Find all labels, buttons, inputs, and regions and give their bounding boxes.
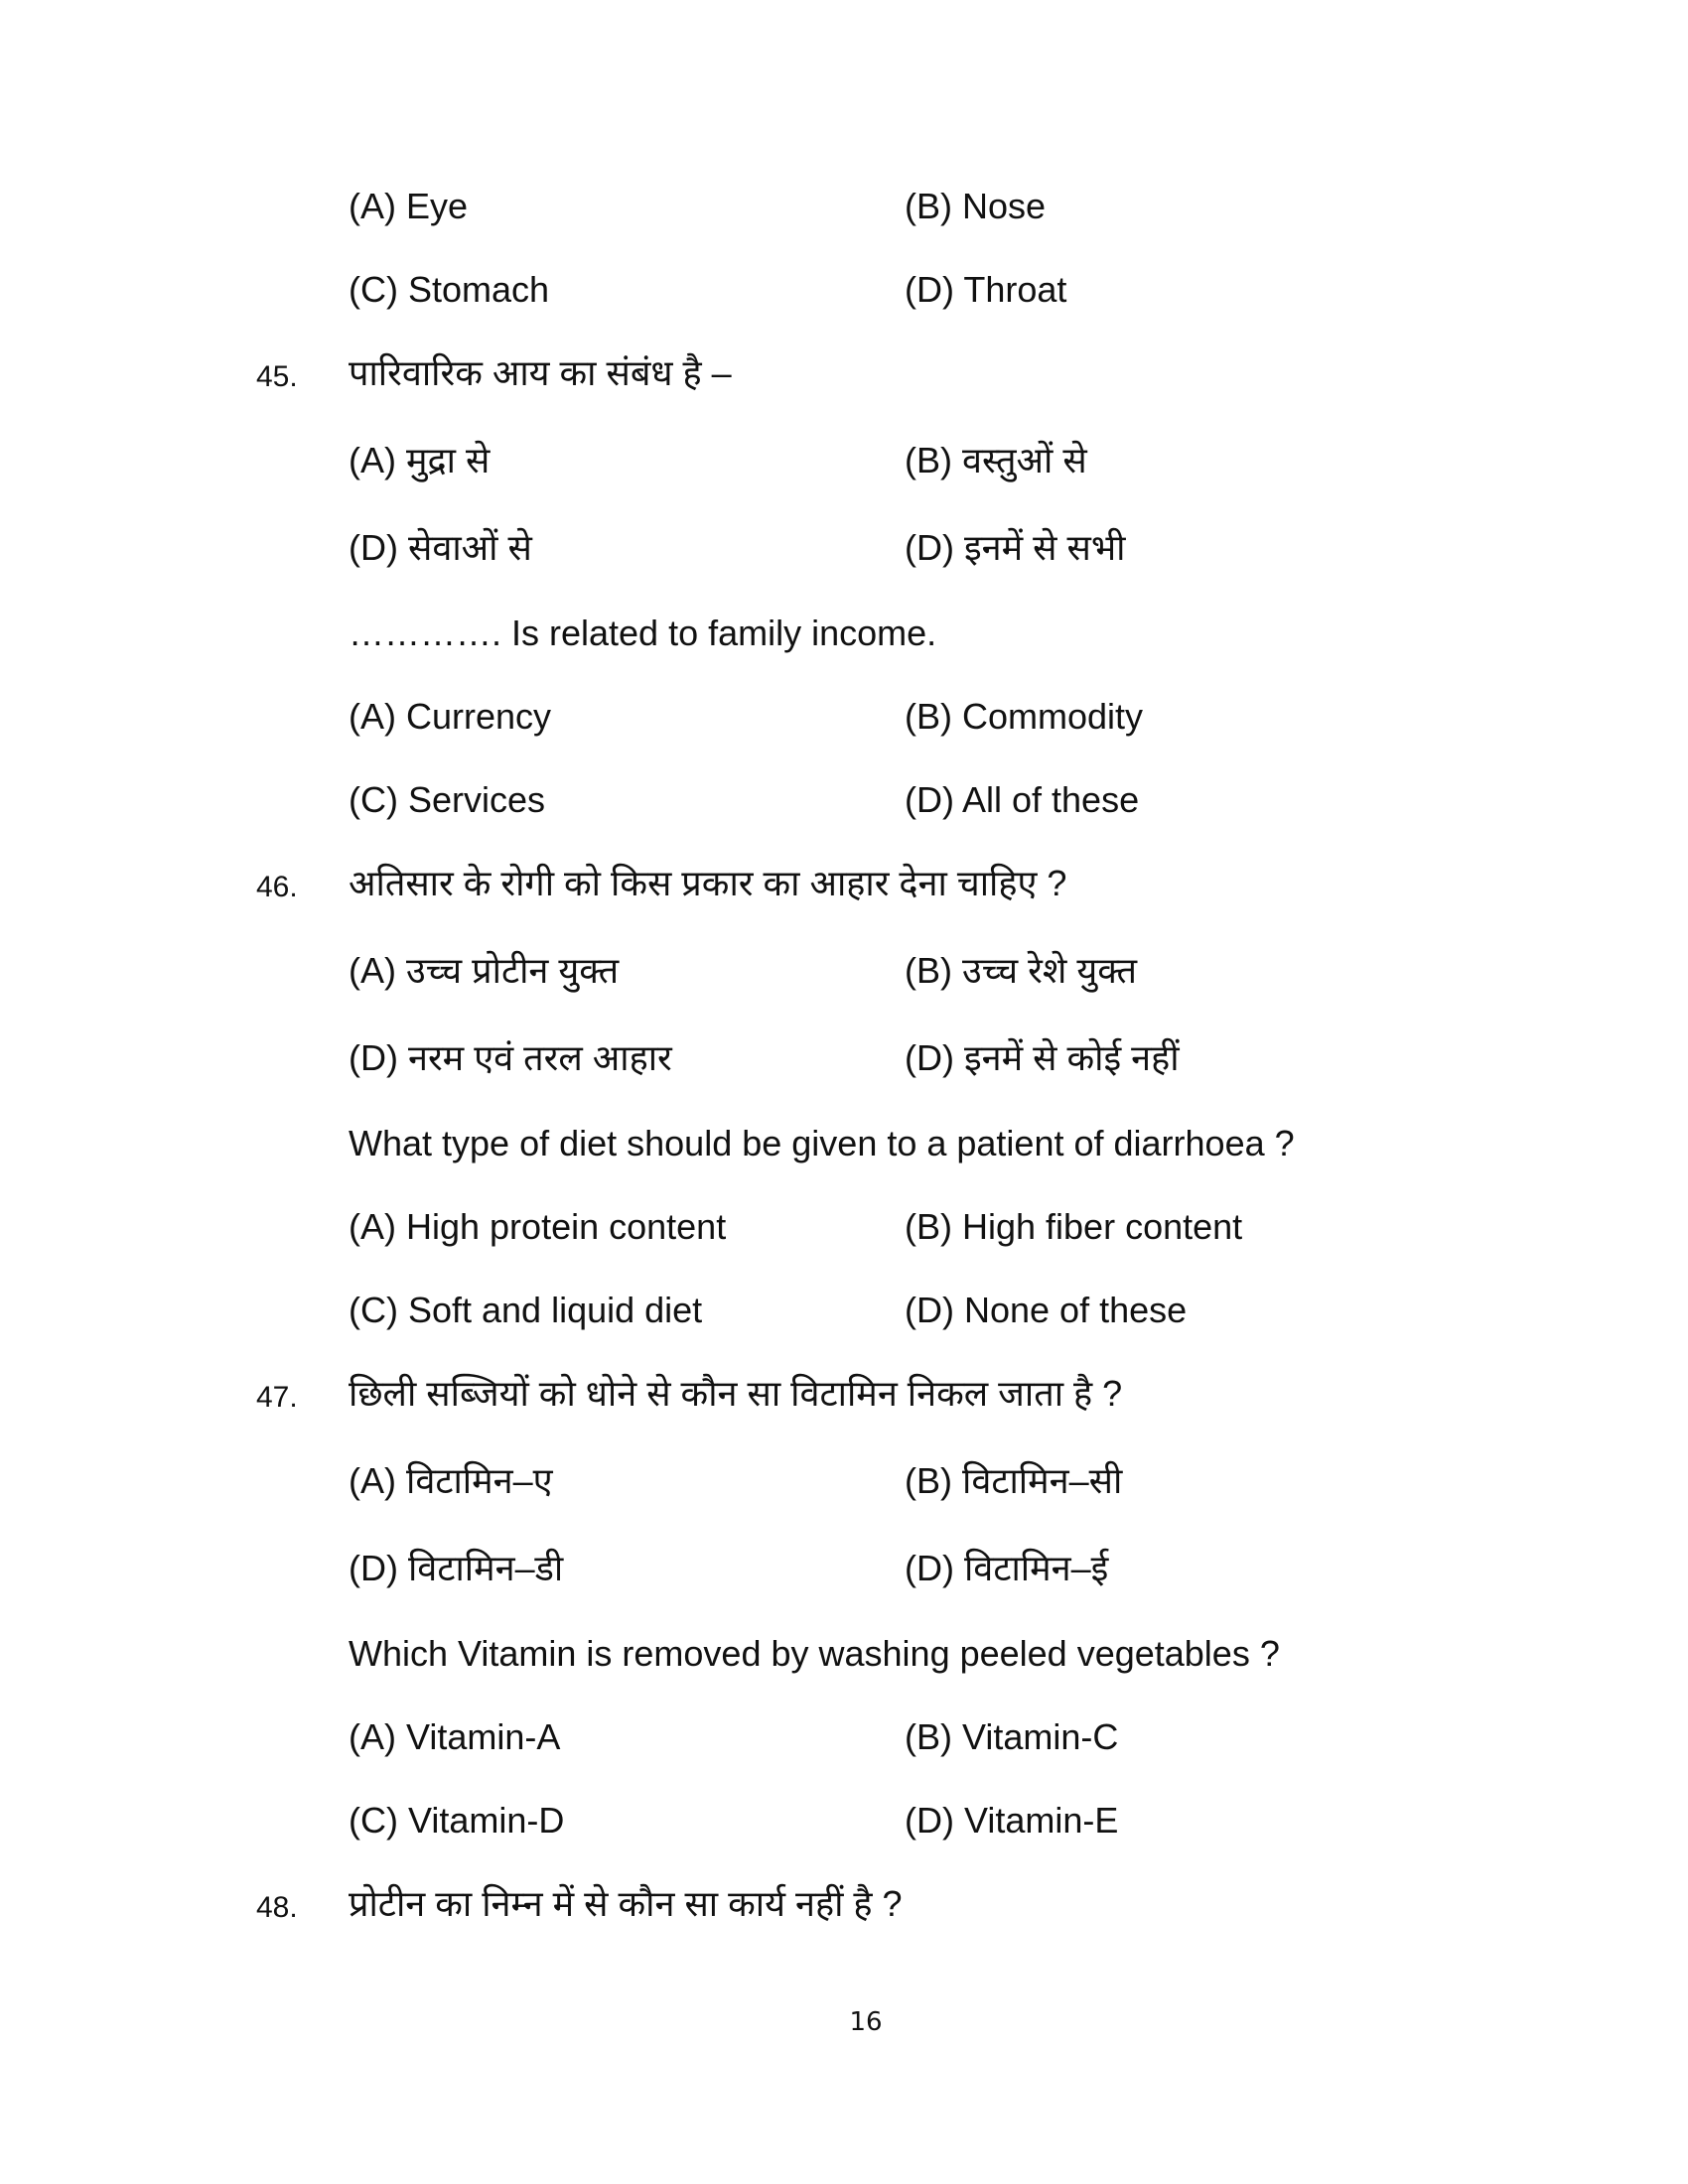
page-number: 16 [849, 2007, 883, 2037]
q45-option-c: (C) Services [349, 779, 546, 820]
q45-hindi-option-c: (D) सेवाओं से [349, 527, 532, 568]
question-number-46: 46. [256, 871, 298, 903]
option-d: (D) Throat [905, 269, 1067, 310]
q47-option-a: (A) Vitamin-A [349, 1716, 561, 1757]
q47-hindi-option-b: (B) विटामिन–सी [905, 1460, 1123, 1501]
q46-option-d: (D) None of these [905, 1290, 1188, 1330]
question-46-hindi: अतिसार के रोगी को किस प्रकार का आहार देना चाहिए ? [349, 863, 1067, 903]
q46-option-c: (C) Soft and liquid diet [349, 1290, 703, 1330]
q45-hindi-option-a: (A) मुद्रा से [349, 440, 491, 480]
question-46-english: What type of diet should be given to a patient of diarrhoea ? [349, 1123, 1295, 1163]
option-a: (A) Eye [349, 186, 469, 226]
q46-hindi-option-a: (A) उच्च प्रोटीन युक्त [349, 950, 620, 991]
q46-hindi-option-b: (B) उच्च रेशे युक्त [905, 950, 1138, 991]
option-b: (B) Nose [905, 186, 1047, 226]
question-number-45: 45. [256, 360, 298, 393]
question-45-english: …………. Is related to family income. [349, 613, 937, 653]
q47-hindi-option-d: (D) विटामिन–ई [905, 1548, 1109, 1588]
q45-hindi-option-d: (D) इनमें से सभी [905, 527, 1126, 568]
q47-option-d: (D) Vitamin-E [905, 1800, 1119, 1841]
q45-option-b: (B) Commodity [905, 696, 1144, 737]
q47-option-b: (B) Vitamin-C [905, 1716, 1119, 1757]
question-number-48: 48. [256, 1891, 298, 1924]
q45-option-d: (D) All of these [905, 779, 1140, 820]
q46-hindi-option-d: (D) इनमें से कोई नहीं [905, 1037, 1180, 1078]
option-c: (C) Stomach [349, 269, 550, 310]
question-number-47: 47. [256, 1381, 298, 1414]
q46-hindi-option-c: (D) नरम एवं तरल आहार [349, 1037, 672, 1078]
q46-option-b: (B) High fiber content [905, 1206, 1243, 1247]
q47-hindi-option-a: (A) विटामिन–ए [349, 1460, 553, 1501]
q47-option-c: (C) Vitamin-D [349, 1800, 565, 1841]
q46-option-a: (A) High protein content [349, 1206, 727, 1247]
question-48-hindi: प्रोटीन का निम्न में से कौन सा कार्य नहीं है ? [349, 1883, 903, 1924]
q45-hindi-option-b: (B) वस्तुओं से [905, 440, 1087, 480]
question-45-hindi: पारिवारिक आय का संबंध है – [349, 352, 732, 393]
q47-hindi-option-c: (D) विटामिन–डी [349, 1548, 564, 1588]
question-47-hindi: छिली सब्जियों को धोने से कौन सा विटामिन निकल जाता है ? [349, 1373, 1123, 1414]
q45-option-a: (A) Currency [349, 696, 552, 737]
question-47-english: Which Vitamin is removed by washing peeled vegetables ? [349, 1633, 1280, 1674]
